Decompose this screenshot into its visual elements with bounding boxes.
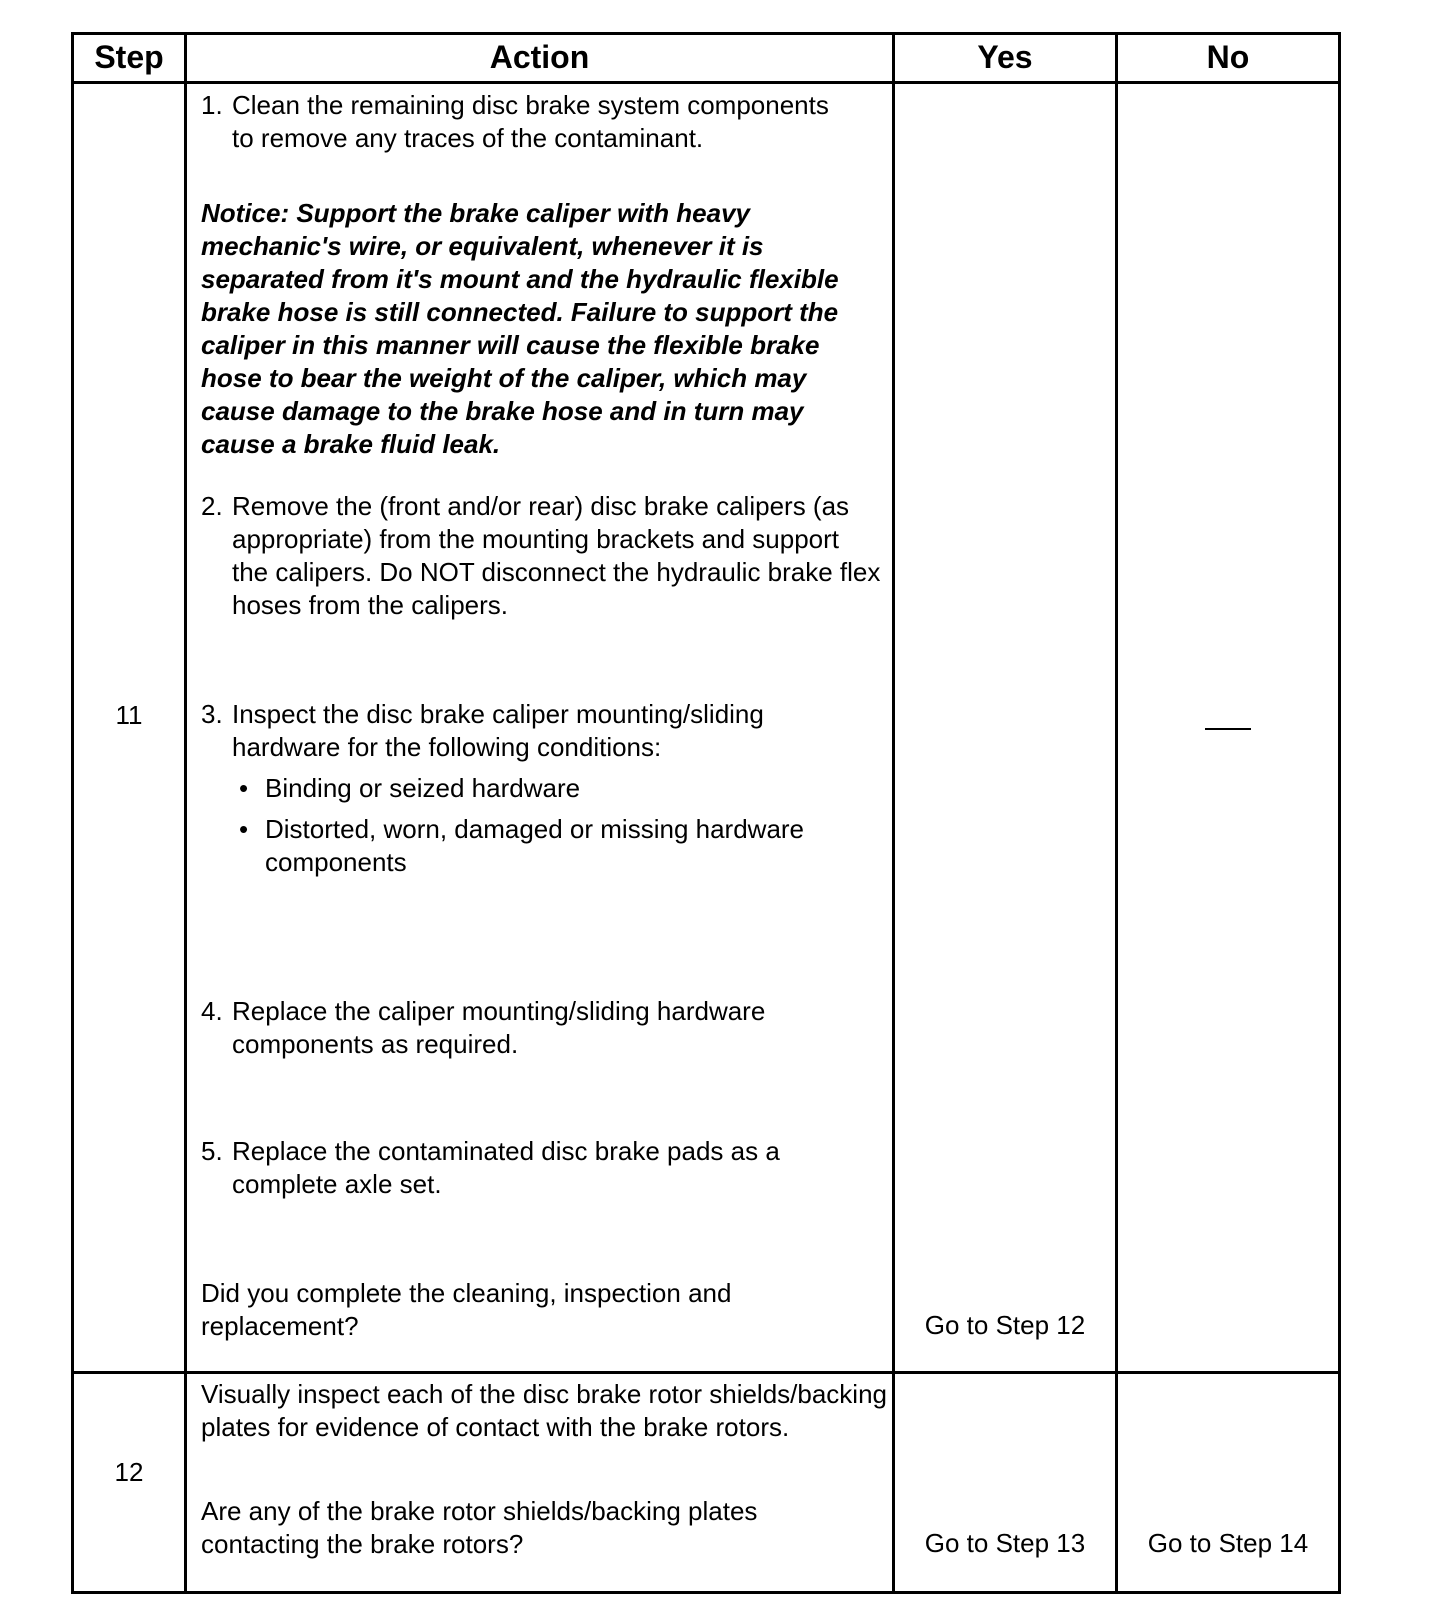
- item-text: Clean the remaining disc brake system components to remove any traces of the contaminant.: [232, 90, 829, 153]
- item-text: Replace the contaminated disc brake pads as a complete axle set.: [232, 1136, 780, 1199]
- item-number: 1.: [201, 90, 223, 120]
- bullet-text: Distorted, worn, damaged or missing hardware components: [265, 814, 805, 877]
- column-divider-action: [184, 32, 187, 1594]
- bullet-text: Binding or seized hardware: [265, 773, 581, 803]
- item-text: Replace the caliper mounting/sliding hardware components as required.: [232, 996, 766, 1059]
- table-right-border: [1338, 32, 1341, 1594]
- item-number: 2.: [201, 491, 223, 521]
- header-no: No: [1206, 39, 1250, 75]
- item-number: 5.: [201, 1136, 223, 1166]
- bullet-item: [239, 813, 881, 879]
- bullet-item: [239, 772, 881, 805]
- step-12-no-result: Go to Step 14: [1147, 1528, 1309, 1558]
- item-text: Remove the (front and/or rear) disc brake calipers (as appropriate) from the mounting brackets and support the calipers. Do NOT disconnect the hydraulic brake flex hoses from the calipers.: [232, 491, 881, 620]
- item-number: 4.: [201, 996, 223, 1026]
- column-divider-no: [1115, 32, 1118, 1594]
- step-11-item-1: [201, 89, 881, 155]
- step-number: 12: [114, 1457, 144, 1487]
- step-11-item-3: [201, 698, 881, 879]
- row-divider: [71, 1371, 1341, 1374]
- step-12-yes-result: Go to Step 13: [924, 1528, 1086, 1558]
- step-11-item-2: [201, 490, 881, 622]
- item-number: 3.: [201, 699, 223, 729]
- step-11-no-result-dash: [1205, 728, 1251, 730]
- step-12-question: Are any of the brake rotor shields/backing plates contacting the brake rotors?: [201, 1496, 758, 1559]
- step-11-item-5: [201, 1135, 881, 1201]
- step-12-instruction: Visually inspect each of the disc brake rotor shields/backing plates for evidence of contact with the brake rotors.: [201, 1379, 888, 1442]
- header-yes: Yes: [977, 39, 1033, 75]
- step-11-yes-result: Go to Step 12: [924, 1310, 1086, 1340]
- header-step: Step: [94, 39, 164, 75]
- step-11-question: Did you complete the cleaning, inspection and replacement?: [201, 1278, 732, 1341]
- item-text: Inspect the disc brake caliper mounting/sliding hardware for the following conditions:: [232, 699, 764, 762]
- table-left-border: [71, 32, 74, 1594]
- step-number: 11: [115, 700, 143, 730]
- step-11-item-4: [201, 995, 881, 1061]
- column-divider-yes: [892, 32, 895, 1594]
- caliper-support-notice: Notice: Support the brake caliper with heavy mechanic's wire, or equivalent, whenever it is separated from it's mount and the hydraulic flexible brake hose is still connected. Failure to support the caliper in this manner will cause the flexible brake hose to bear the weight of the caliper, which may cause damage to the brake hose and in turn may cause a brake fluid leak.: [201, 198, 839, 459]
- header-divider: [71, 81, 1341, 84]
- bullet-dot: •: [239, 814, 249, 844]
- table-bottom-border: [71, 1591, 1341, 1594]
- bullet-dot: •: [239, 773, 249, 803]
- header-action: Action: [489, 39, 590, 75]
